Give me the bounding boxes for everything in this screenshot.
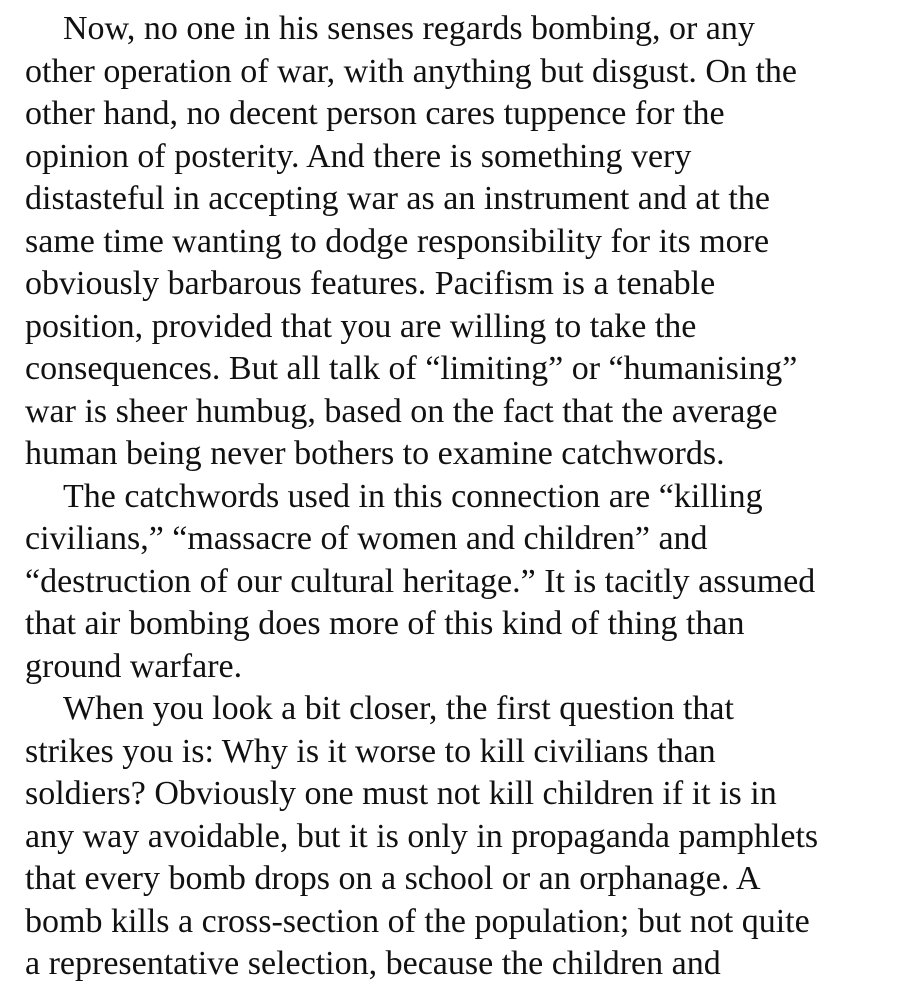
text-line: obviously barbarous features. Pacifism is a tenable — [25, 265, 716, 302]
text-line: consequences. But all talk of “limiting” or “humanising” — [25, 350, 798, 387]
text-line: Now, no one in his senses regards bombing, or any — [63, 10, 755, 47]
text-line: war is sheer humbug, based on the fact that the average — [25, 392, 778, 430]
text-line: that air bombing does more of this kind of thing than — [25, 605, 745, 642]
paragraph — [25, 8, 922, 476]
text-line: that every bomb drops on a school or an orphanage. A — [25, 860, 761, 897]
paragraph — [25, 476, 922, 689]
paragraph — [25, 688, 922, 986]
text-line: other operation of war, with anything but disgust. On the — [25, 52, 798, 90]
text-line: human being never bothers to examine catchwords. — [25, 435, 725, 472]
text-line: a representative selection, because the children and — [25, 945, 721, 982]
text-line: position, provided that you are willing to take the — [25, 307, 697, 345]
text-line: other hand, no decent person cares tuppence for the — [25, 95, 725, 132]
text-line: civilians,” “massacre of women and children” and — [25, 520, 708, 557]
text-line: soldiers? Obviously one must not kill children if it is in — [25, 775, 777, 812]
text-line: The catchwords used in this connection are “killing — [63, 477, 763, 515]
text-line: opinion of posterity. And there is something very — [25, 137, 692, 175]
text-line: any way avoidable, but it is only in propaganda pamphlets — [25, 817, 819, 855]
text-line: When you look a bit closer, the first question that — [63, 690, 734, 727]
text-line: bomb kills a cross-section of the population; but not quite — [25, 902, 810, 940]
text-line: same time wanting to dodge responsibility for its more — [25, 222, 770, 260]
text-line: strikes you is: Why is it worse to kill civilians than — [25, 732, 716, 770]
text-line: “destruction of our cultural heritage.” It is tacitly assumed — [25, 562, 816, 600]
text-line: ground warfare. — [25, 647, 243, 685]
text-line: distasteful in accepting war as an instrument and at the — [25, 180, 770, 217]
